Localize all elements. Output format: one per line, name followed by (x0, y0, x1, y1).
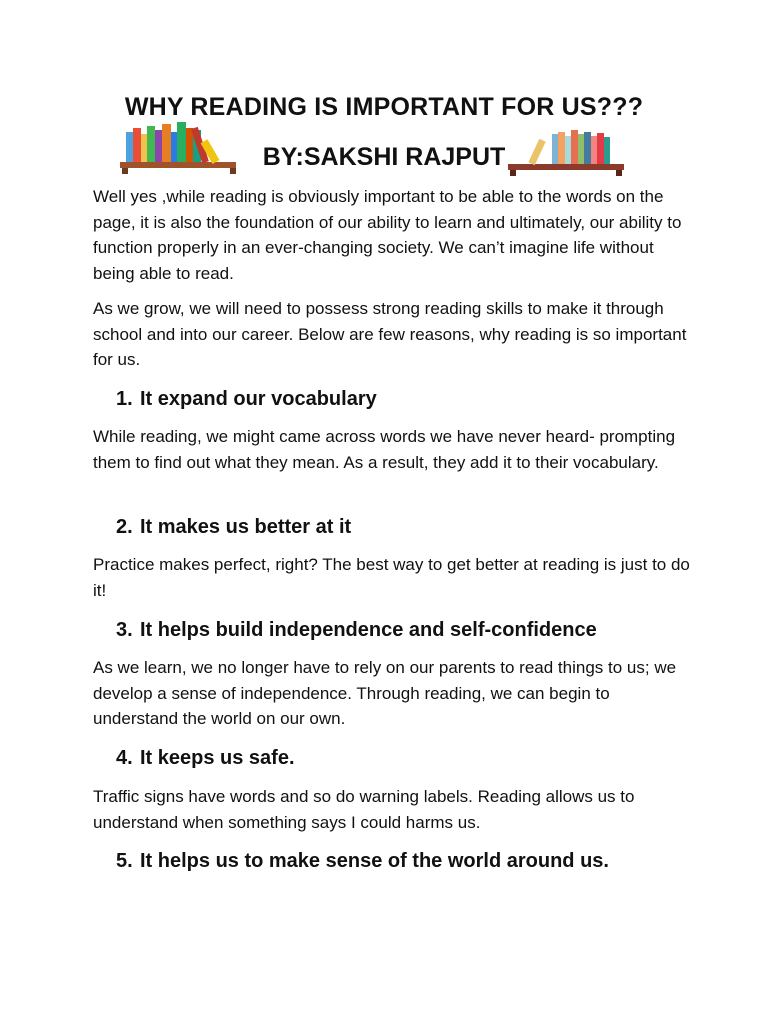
document-byline: BY:SAKSHI RAJPUT (262, 143, 506, 171)
section-number: 5. (116, 850, 133, 872)
intro-paragraph-1: Well yes ,while reading is obviously important to be able to the words on the page, it is also the foundation of our ability to learn and ultimately, our ability to function properly in an ever-changing society. We can’t imagine life without being able to read. (93, 187, 682, 283)
bookshelf-icon (508, 128, 626, 178)
section-heading (116, 616, 736, 644)
section-heading (116, 513, 736, 541)
section-number: 2. (116, 516, 133, 538)
section-heading-text: It makes us better at it (140, 516, 352, 538)
section-heading (116, 744, 736, 772)
intro-paragraph-2: As we grow, we will need to possess strong reading skills to make it through school and into our career. Below are few reasons, why reading is so important for us. (93, 299, 687, 369)
section-heading-text: It keeps us safe. (140, 747, 295, 769)
section-heading (116, 847, 736, 875)
section-number: 1. (116, 388, 133, 410)
section-body: While reading, we might came across words we have never heard- prompting them to find out what they mean. As a result, they add it to their vocabulary. (93, 427, 676, 472)
document-title: WHY READING IS IMPORTANT FOR US??? (124, 93, 644, 121)
section-body: As we learn, we no longer have to rely on our parents to read things to us; we develop a sense of independence. Through reading, we can begin to understand the world on our own. (93, 658, 677, 728)
section-heading-text: It helps us to make sense of the world around us. (140, 850, 609, 872)
section-number: 3. (116, 619, 133, 641)
section-body: Traffic signs have words and so do warning labels. Reading allows us to understand when something says I could harms us. (93, 787, 635, 832)
section-heading-text: It expand our vocabulary (140, 388, 377, 410)
section-heading-text: It helps build independence and self-confidence (140, 619, 597, 641)
section-heading (116, 385, 736, 413)
section-number: 4. (116, 747, 133, 769)
section-body: Practice makes perfect, right? The best way to get better at reading is just to do it! (93, 555, 690, 600)
